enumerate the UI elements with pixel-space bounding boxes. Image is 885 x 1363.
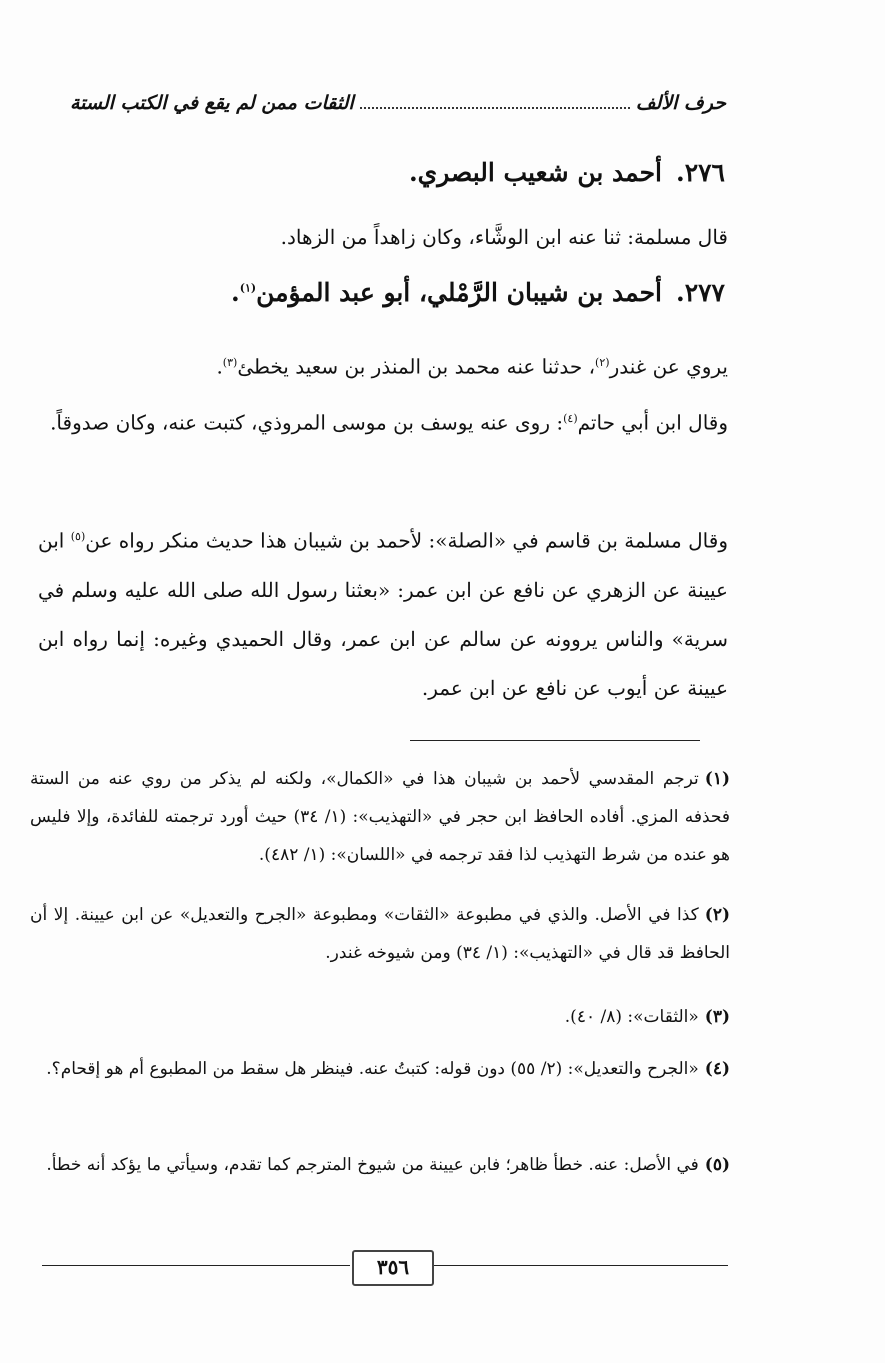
footnote-ref: (١) [239,281,257,295]
footnote-mark: (٣) [704,1007,730,1027]
entry-276-heading [409,158,725,187]
paragraph-text: : روى عنه يوسف بن موسى المروذي، كتبت عنه، وكان صدوقاً. [50,410,564,435]
paragraph-text: وقال ابن أبي حاتم [577,410,728,435]
entry-end: . [231,278,240,307]
entry-name: أحمد بن شعيب البصري. [408,158,662,187]
footnote-text: «الثقات»: (٨/ ٤٠). [564,1007,699,1027]
header-chapter: حرف الألف [635,92,726,114]
entry-number: ٢٧٧. [675,278,725,307]
footnote-3 [30,998,730,1036]
paragraph-text: يروي عن غندر [609,354,728,379]
page-number: ٣٥٦ [352,1250,434,1286]
footnote-text: كذا في الأصل. والذي في مطبوعة «الثقات» ومطبوعة «الجرح والتعديل» عن ابن عيينة. إلا أن الحافظ قد قال في «التهذيب»: (١/ ٣٤) ومن شيوخه غندر. [30,905,730,963]
footnote-1 [30,760,730,874]
paragraph-text: ، حدثنا عنه محمد بن المنذر بن سعيد يخطئ [237,354,596,379]
paragraph-2 [38,338,728,392]
footnote-text: في الأصل: عنه. خطأ ظاهر؛ فابن عيينة من شيوخ المترجم كما تقدم، وسيأتي ما يؤكد أنه خطأ. [46,1155,699,1175]
footnote-mark: (٤) [704,1059,730,1079]
paragraph-4 [38,512,728,713]
footnote-text: «الجرح والتعديل»: (٢/ ٥٥) دون قوله: كتبتُ عنه. فينظر هل سقط من المطبوع أم هو إقحام؟. [46,1059,699,1079]
header-book-title: الثقات ممن لم يقع في الكتب الستة [70,92,354,114]
footnote-mark: (٢) [704,905,730,925]
paragraph-text: . [216,354,223,379]
paragraph-text: ابن عيينة عن الزهري عن نافع عن ابن عمر: «بعثنا رسول الله صلى الله عليه وسلم في سرية» والناس يروونه عن سالم عن ابن عمر، وقال الحميدي وغيره: إنما رواه ابن عيينة عن أيوب عن نافع عن ابن عمر. [38,528,728,700]
entry-277-heading [231,278,725,307]
footnote-ref: (٥) [70,530,86,543]
header-dots [360,93,630,109]
footnote-text: ترجم المقدسي لأحمد بن شيبان هذا في «الكمال»، ولكنه لم يذكر من روي عنه من الستة فحذفه المزي. أفاده الحافظ ابن حجر في «التهذيب»: (١/ ٣٤) حيث أورد ترجمته للفائدة، وإلا فليس هو عنده من شرط التهذيب لذا فقد ترجمه في «اللسان»: (١/ ٤٨٢). [30,769,730,865]
footnote-ref: (٢) [595,356,610,369]
footnote-2 [30,896,730,972]
paragraph-text: وقال مسلمة بن قاسم في «الصلة»: لأحمد بن شيبان هذا حديث منكر رواه عن [85,528,728,553]
footnote-mark: (١) [704,769,730,789]
footnote-separator [410,740,700,741]
footnote-5 [30,1146,730,1184]
footnote-ref: (٣) [222,356,238,369]
running-header [70,92,726,126]
footnote-4 [30,1050,730,1088]
footnote-ref: (٤) [563,412,578,425]
footer-rule-left [42,1265,350,1266]
footnote-mark: (٥) [704,1155,730,1175]
paragraph-text: قال مسلمة: ثنا عنه ابن الوشَّاء، وكان زاهداً من الزهاد. [280,225,728,249]
entry-number: ٢٧٦. [675,158,725,187]
paragraph-1 [38,212,728,262]
footer-rule-right [430,1265,728,1266]
entry-name: أحمد بن شيبان الرَّمْلي، أبو عبد المؤمن [256,278,662,307]
paragraph-3 [38,396,728,446]
